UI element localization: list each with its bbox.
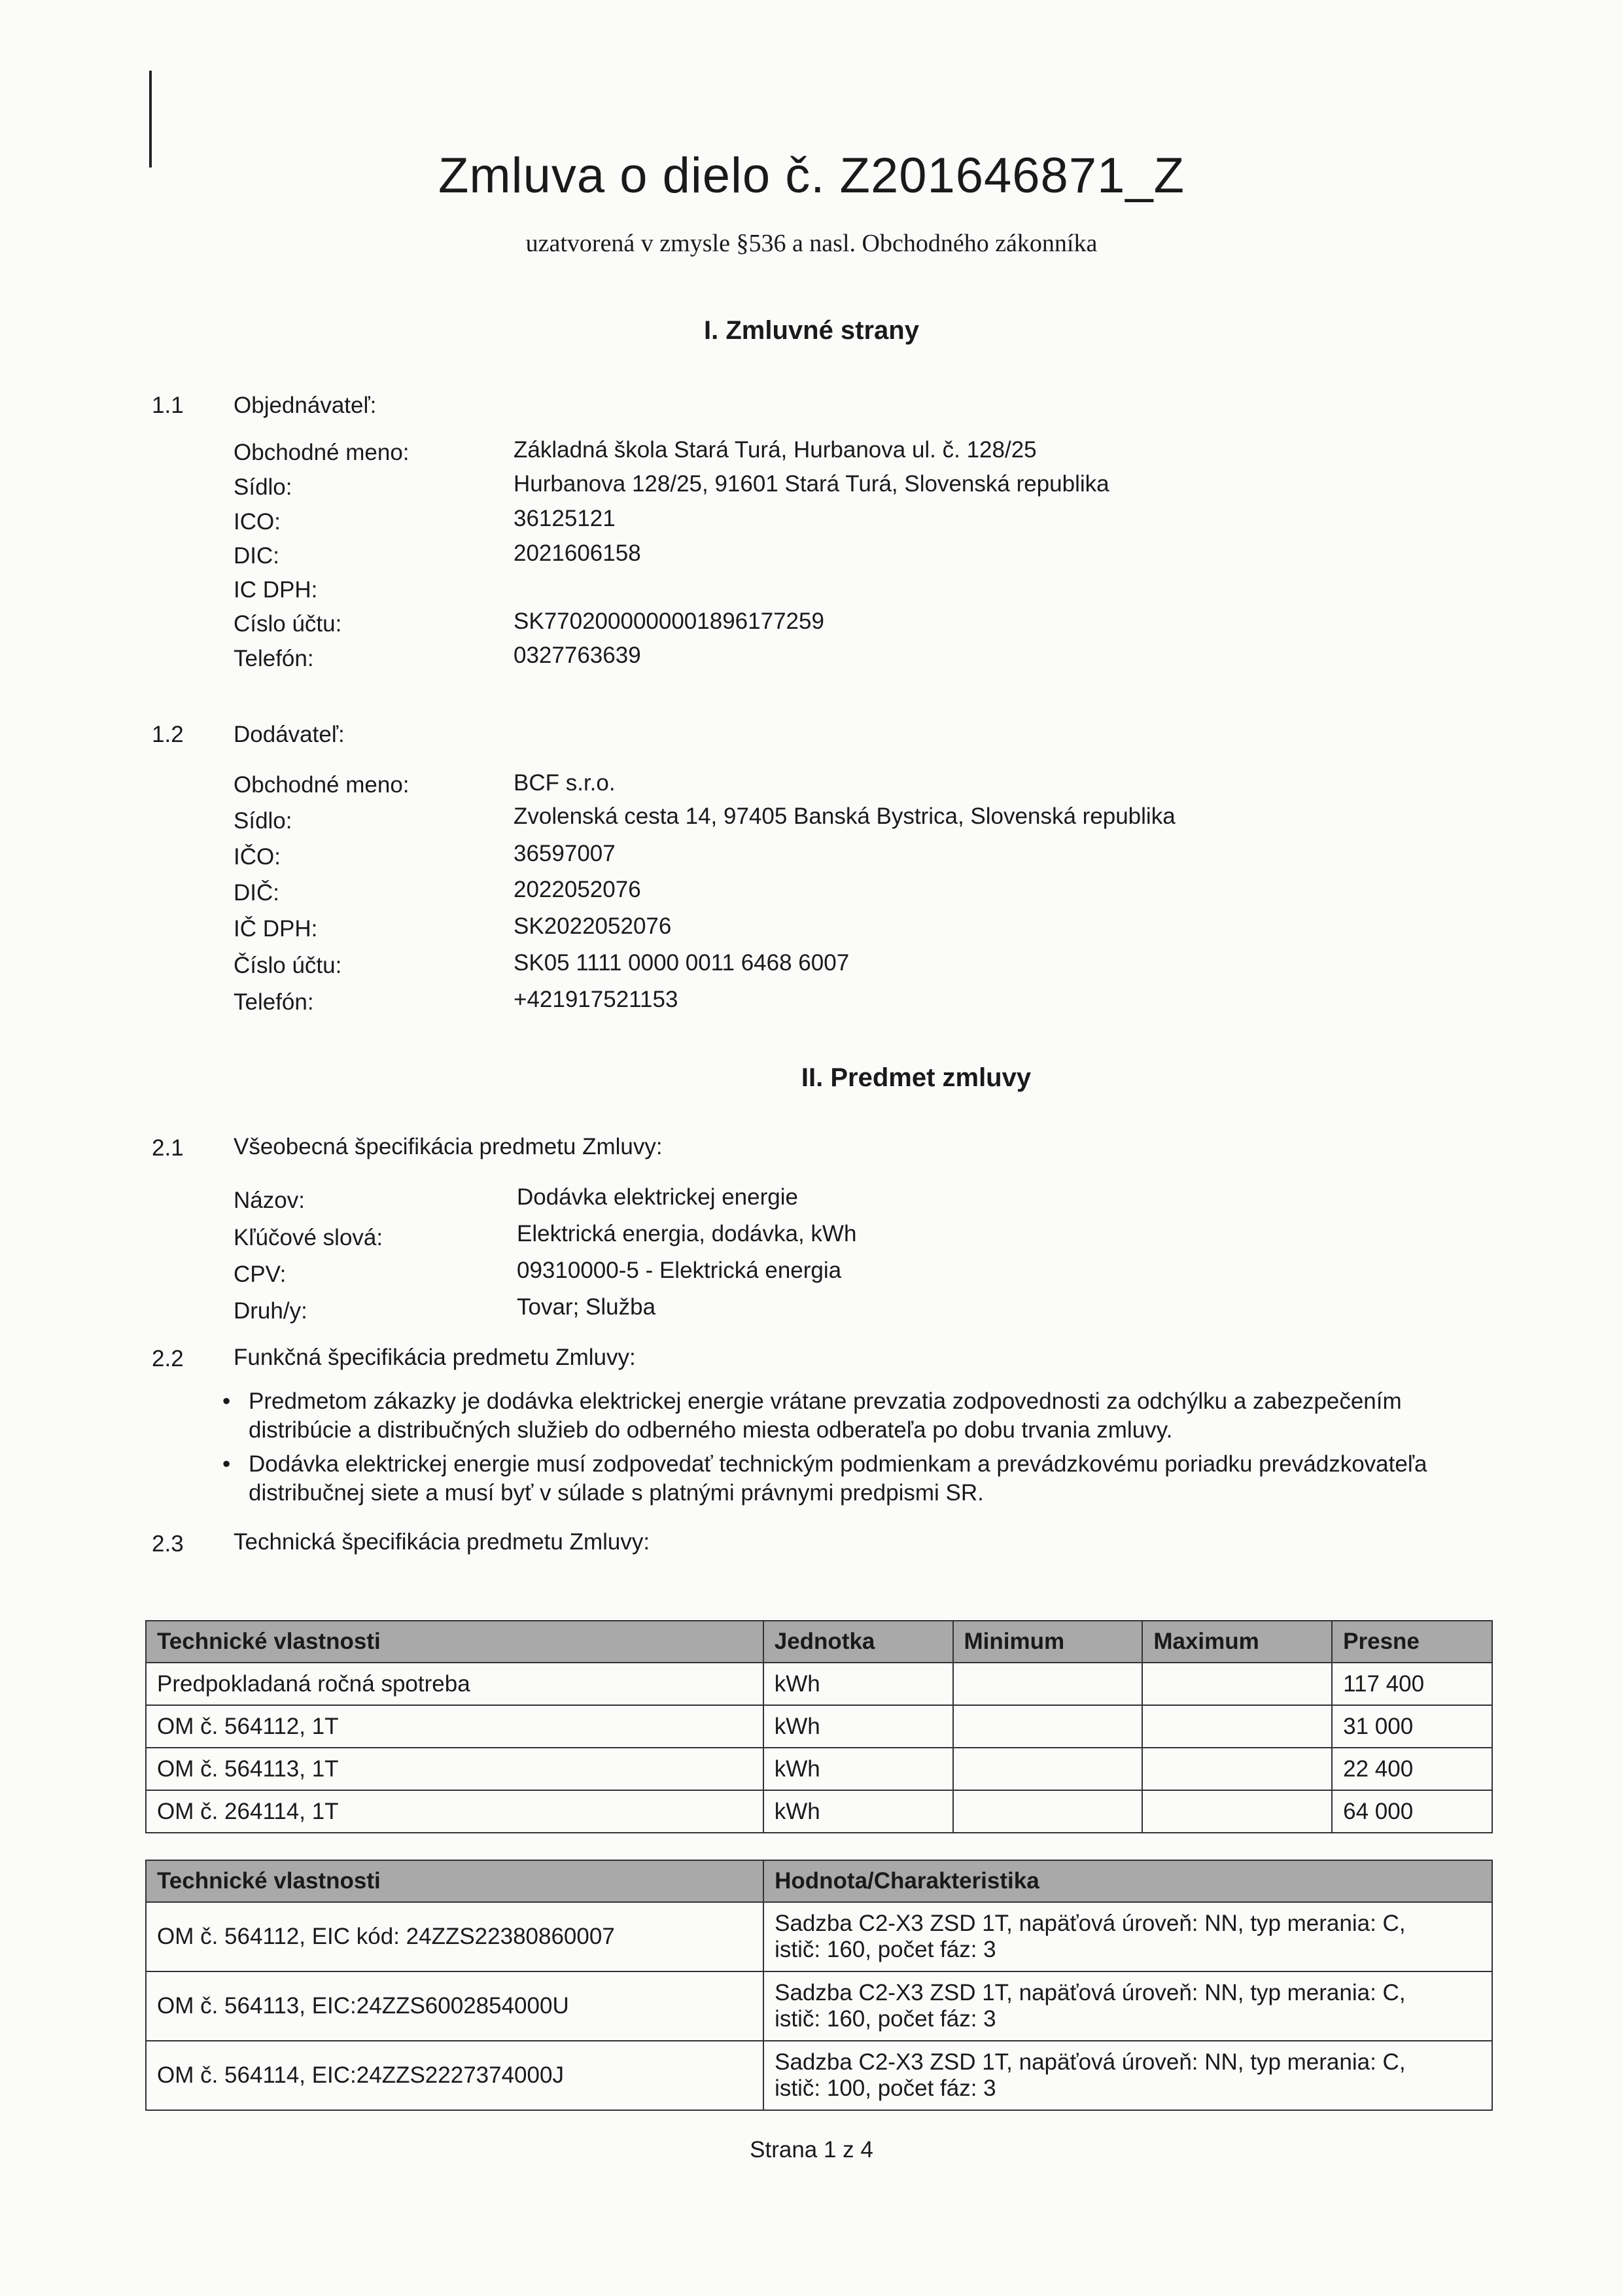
document-title: Zmluva o dielo č. Z201646871_Z xyxy=(438,148,1185,203)
technical-spec-table xyxy=(145,1620,1493,1833)
field-label: CPV: xyxy=(234,1262,287,1287)
clause-title: Všeobecná špecifikácia predmetu Zmluvy: xyxy=(234,1134,663,1159)
column-header: Presne xyxy=(1332,1621,1492,1663)
table-cell xyxy=(1142,1748,1332,1790)
field-label: Telefón: xyxy=(234,646,314,671)
table-row xyxy=(146,1663,1492,1705)
party-role: Objednávateľ: xyxy=(234,393,377,418)
table-row xyxy=(146,2041,1492,2110)
document-subtitle: uzatvorená v zmysle §536 a nasl. Obchodného zákonníka xyxy=(525,230,1098,257)
table-cell: Predpokladaná ročná spotreba xyxy=(146,1663,763,1705)
list-item-text: Predmetom zákazky je dodávka elektrickej energie vrátane prevzatia zodpovednosti za odchýlku a zabezpečením xyxy=(249,1388,1402,1414)
table-cell xyxy=(763,1902,1492,1971)
table-cell: OM č. 564112, 1T xyxy=(146,1705,763,1748)
field-label: Obchodné meno: xyxy=(234,440,410,465)
field-value: 36597007 xyxy=(514,841,616,866)
field-label: Sídlo: xyxy=(234,808,292,834)
field-label: ICO: xyxy=(234,509,281,535)
page-number: Strana 1 z 4 xyxy=(750,2137,873,2163)
table-cell: OM č. 264114, 1T xyxy=(146,1790,763,1833)
table-cell xyxy=(953,1748,1143,1790)
table-cell xyxy=(953,1663,1143,1705)
table-row xyxy=(146,1790,1492,1833)
field-value: Dodávka elektrickej energie xyxy=(517,1184,798,1210)
table-cell: OM č. 564113, EIC:24ZZS6002854000U xyxy=(146,1971,763,2041)
field-value: SK05 1111 0000 0011 6468 6007 xyxy=(514,950,850,976)
list-item-text: distribúcie a distribučných služieb do odberného miesta odberateľa po dobu trvania zmluvy. xyxy=(249,1417,1173,1443)
cell-line: Sadzba C2-X3 ZSD 1T, napäťová úroveň: NN, typ merania: C, xyxy=(775,2049,1406,2075)
table-row xyxy=(146,1971,1492,2041)
table-cell xyxy=(953,1790,1143,1833)
table-cell xyxy=(1142,1705,1332,1748)
column-header: Maximum xyxy=(1142,1621,1332,1663)
clause-number: 2.3 xyxy=(152,1531,184,1557)
field-label: DIČ: xyxy=(234,880,279,906)
field-label: Číslo účtu: xyxy=(234,953,342,978)
section-heading-subject: II. Predmet zmluvy xyxy=(801,1063,1032,1092)
cell-line: istič: 160, počet fáz: 3 xyxy=(775,2006,996,2032)
field-value: 0327763639 xyxy=(514,643,641,668)
cell-line: istič: 160, počet fáz: 3 xyxy=(775,1937,996,1962)
table-row xyxy=(146,1902,1492,1971)
cell-line: Sadzba C2-X3 ZSD 1T, napäťová úroveň: NN, typ merania: C, xyxy=(775,1980,1406,2005)
list-item-text: distribučnej siete a musí byť v súlade s platnými právnymi predpismi SR. xyxy=(249,1480,984,1506)
clause-title: Funkčná špecifikácia predmetu Zmluvy: xyxy=(234,1345,636,1370)
field-value: Tovar; Služba xyxy=(517,1294,656,1320)
table-cell xyxy=(763,2041,1492,2110)
column-header: Minimum xyxy=(953,1621,1143,1663)
metering-points-table xyxy=(145,1860,1493,2111)
table-cell: kWh xyxy=(763,1790,953,1833)
field-value: Zvolenská cesta 14, 97405 Banská Bystrica, Slovenská republika xyxy=(514,804,1176,829)
table-cell: OM č. 564114, EIC:24ZZS2227374000J xyxy=(146,2041,763,2110)
field-label: IC DPH: xyxy=(234,577,318,603)
field-label: IČ DPH: xyxy=(234,916,318,942)
table-cell: kWh xyxy=(763,1748,953,1790)
table-header-row xyxy=(146,1621,1492,1663)
table-cell: OM č. 564112, EIC kód: 24ZZS22380860007 xyxy=(146,1902,763,1971)
party-role: Dodávateľ: xyxy=(234,722,345,747)
table-cell xyxy=(1142,1663,1332,1705)
field-label: IČO: xyxy=(234,844,281,870)
cell-line: istič: 100, počet fáz: 3 xyxy=(775,2075,996,2101)
table-cell: 117 400 xyxy=(1332,1663,1492,1705)
field-value: SK7702000000001896177259 xyxy=(514,609,824,634)
field-label: DIC: xyxy=(234,543,279,569)
table-cell xyxy=(763,1971,1492,2041)
bullet-icon: • xyxy=(222,1451,231,1477)
field-value: 36125121 xyxy=(514,506,616,531)
clause-number: 1.2 xyxy=(152,722,184,747)
field-label: Císlo účtu: xyxy=(234,611,342,637)
field-label: Druh/y: xyxy=(234,1298,307,1324)
table-cell: 64 000 xyxy=(1332,1790,1492,1833)
field-label: Kľúčové slová: xyxy=(234,1225,383,1250)
field-label: Telefón: xyxy=(234,989,314,1015)
field-value: Základná škola Stará Turá, Hurbanova ul. č. 128/25 xyxy=(514,437,1037,463)
table-cell: kWh xyxy=(763,1663,953,1705)
bullet-icon: • xyxy=(222,1388,231,1414)
field-value: +421917521153 xyxy=(514,987,678,1012)
clause-number: 2.1 xyxy=(152,1135,184,1161)
list-item-text: Dodávka elektrickej energie musí zodpovedať technickým podmienkam a prevádzkovému poriadku prevádzkovateľa xyxy=(249,1451,1427,1477)
list-item xyxy=(222,1450,1511,1508)
table-cell: 31 000 xyxy=(1332,1705,1492,1748)
column-header: Hodnota/Charakteristika xyxy=(763,1860,1492,1902)
clause-number: 2.2 xyxy=(152,1346,184,1371)
field-label: Názov: xyxy=(234,1188,305,1213)
list-item xyxy=(222,1387,1511,1445)
field-value: 2021606158 xyxy=(514,540,641,566)
table-header-row xyxy=(146,1860,1492,1902)
section-heading-parties: I. Zmluvné strany xyxy=(704,316,919,345)
clause-number: 1.1 xyxy=(152,393,184,418)
field-value: 09310000-5 - Elektrická energia xyxy=(517,1258,842,1283)
field-value: SK2022052076 xyxy=(514,913,672,939)
field-label: Obchodné meno: xyxy=(234,772,410,798)
table-cell xyxy=(1142,1790,1332,1833)
table-row xyxy=(146,1705,1492,1748)
field-value: BCF s.r.o. xyxy=(514,770,616,796)
field-value: Elektrická energia, dodávka, kWh xyxy=(517,1221,857,1246)
field-label: Sídlo: xyxy=(234,474,292,500)
table-row xyxy=(146,1748,1492,1790)
column-header: Jednotka xyxy=(763,1621,953,1663)
cell-line: Sadzba C2-X3 ZSD 1T, napäťová úroveň: NN, typ merania: C, xyxy=(775,1911,1406,1936)
field-value: 2022052076 xyxy=(514,877,641,902)
field-value: Hurbanova 128/25, 91601 Stará Turá, Slovenská republika xyxy=(514,471,1109,497)
table-cell: 22 400 xyxy=(1332,1748,1492,1790)
table-cell: OM č. 564113, 1T xyxy=(146,1748,763,1790)
column-header: Technické vlastnosti xyxy=(146,1860,763,1902)
table-cell xyxy=(953,1705,1143,1748)
table-cell: kWh xyxy=(763,1705,953,1748)
clause-title: Technická špecifikácia predmetu Zmluvy: xyxy=(234,1529,650,1555)
column-header: Technické vlastnosti xyxy=(146,1621,763,1663)
